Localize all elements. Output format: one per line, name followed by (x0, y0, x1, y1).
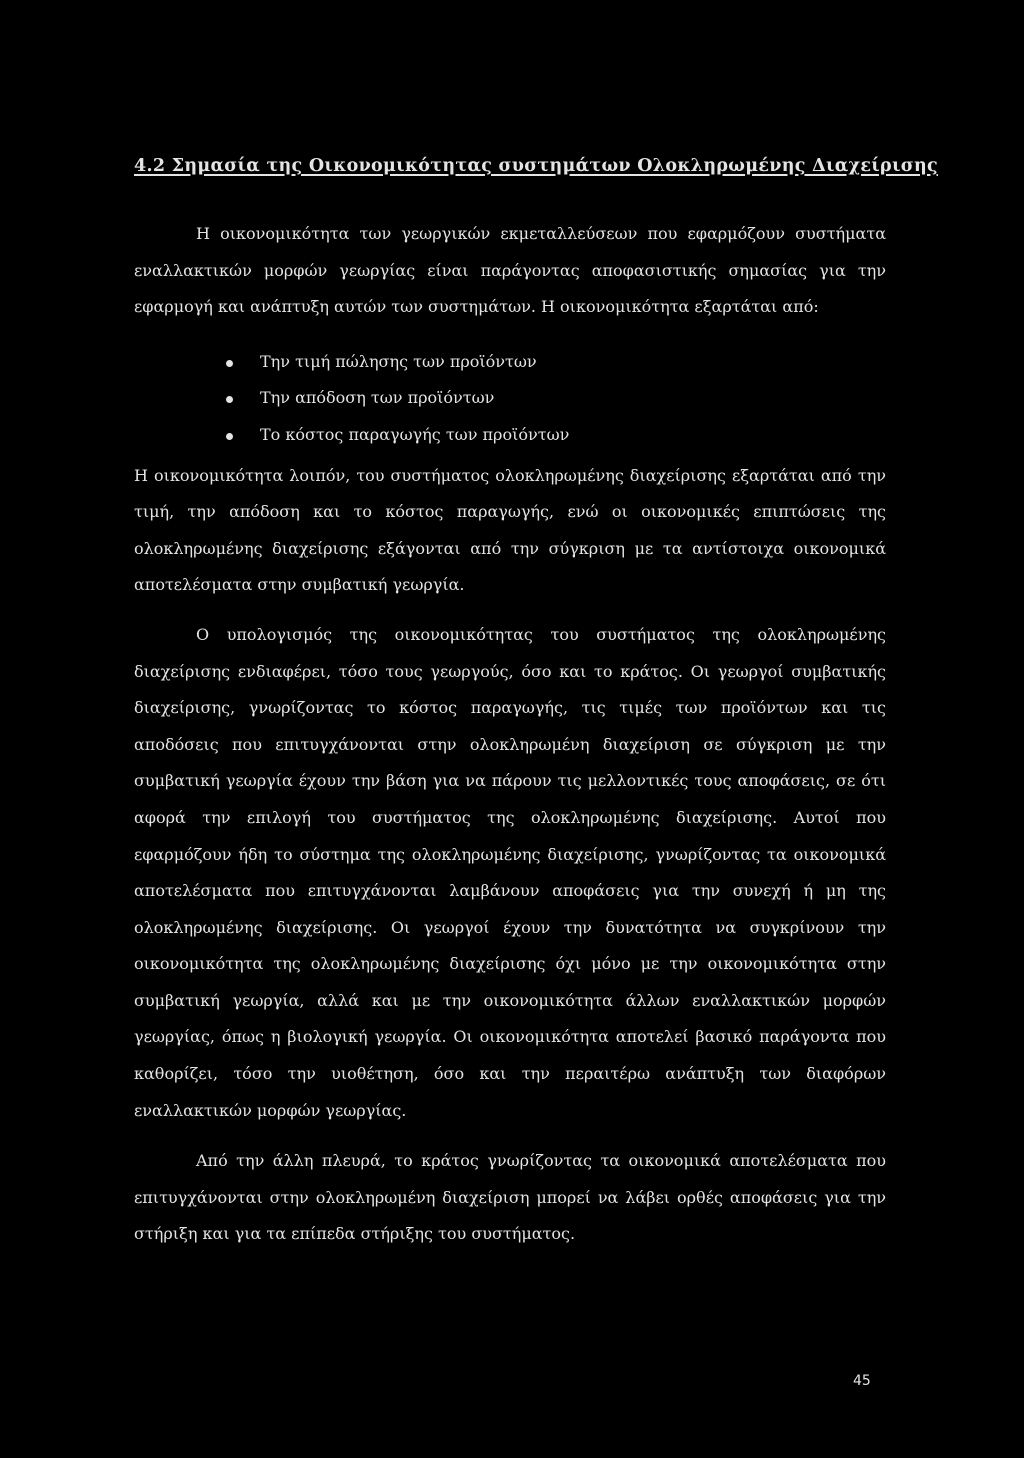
bullet-icon (226, 433, 233, 440)
list-item-text: Την τιμή πώλησης των προϊόντων (260, 351, 537, 371)
page-number: 45 (853, 1373, 871, 1389)
list-item (226, 344, 886, 381)
document-page (134, 152, 938, 1253)
state-paragraph: Από την άλλη πλευρά, το κράτος γνωρίζοντας τα οικονομικά αποτελέσματα που επιτυγχάνονται στην ολοκληρωμένη διαχείριση μπορεί να λάβει ορθές αποφάσεις για την στήριξη και για τα επίπεδα στήριξης του συστήματος. (134, 1151, 886, 1244)
calculation-paragraph: Ο υπολογισμός της οικονομικότητας του συστήματος της ολοκληρωμένης διαχείρισης ενδιαφέρει, τόσο τους γεωργούς, όσο και το κράτος. Οι γεωργοί συμβατικής διαχείρισης, γνωρίζοντας το κόστος παραγωγής, τις τιμές των προϊόντων και τις αποδόσεις που επιτυγχάνονται στην ολοκληρωμένη διαχείριση σε σύγκριση με την συμβατική γεωργία έχουν την βάση για να πάρουν τις μελλοντικές τους αποφάσεις, σε ότι αφορά την επιλογή του συστήματος της ολοκληρωμένης διαχείρισης. Αυτοί που εφαρμόζουν ήδη το σύστημα της ολοκληρωμένης διαχείρισης, γνωρίζοντας τα οικονομικά αποτελέσματα που επιτυγχάνονται λαμβάνουν αποφάσεις για την συνεχή ή μη της ολοκληρωμένης διαχείρισης. Οι γεωργοί έχουν την δυνατότητα να συγκρίνουν την οικονομικότητα της ολοκληρωμένης διαχείρισης όχι μόνο με την οικονομικότητα στην συμβατική γεωργία, αλλά και με την οικονομικότητα άλλων εναλλακτικών μορφών γεωργίας, όπως η βιολογική γεωργία. Οι οικονομικότητα αποτελεί βασικό παράγοντα που καθορίζει, τόσο την υιοθέτηση, όσο και την περαιτέρω ανάπτυξη των διαφόρων εναλλακτικών μορφών γεωργίας. (134, 624, 886, 1120)
list-item-text: Το κόστος παραγωγής των προϊόντων (260, 424, 570, 444)
bullet-icon (226, 360, 233, 367)
bullet-icon (226, 396, 233, 403)
list-item-text: Την απόδοση των προϊόντων (260, 388, 495, 408)
after-list-paragraph: Η οικονομικότητα λοιπόν, του συστήματος ολοκληρωμένης διαχείρισης εξαρτάται από την τιμή, την απόδοση και το κόστος παραγωγής, ενώ οι οικονομικές επιπτώσεις της ολοκληρωμένης διαχείρισης εξάγονται από την σύγκριση με τα αντίστοιχα οικονομικά αποτελέσματα στην συμβατική γεωργία. (134, 465, 886, 595)
list-item (226, 380, 886, 417)
factors-list (134, 344, 886, 454)
section-heading: 4.2 Σημασία της Οικονομικότητας συστημάτων Ολοκληρωμένης Διαχείρισης (134, 156, 938, 176)
list-item (226, 417, 886, 454)
intro-paragraph: Η οικονομικότητα των γεωργικών εκμεταλλεύσεων που εφαρμόζουν συστήματα εναλλακτικών μορφών γεωργίας είναι παράγοντας αποφασιστικής σημασίας για την εφαρμογή και ανάπτυξη αυτών των συστημάτων. Η οικονομικότητα εξαρτάται από: (134, 224, 886, 317)
